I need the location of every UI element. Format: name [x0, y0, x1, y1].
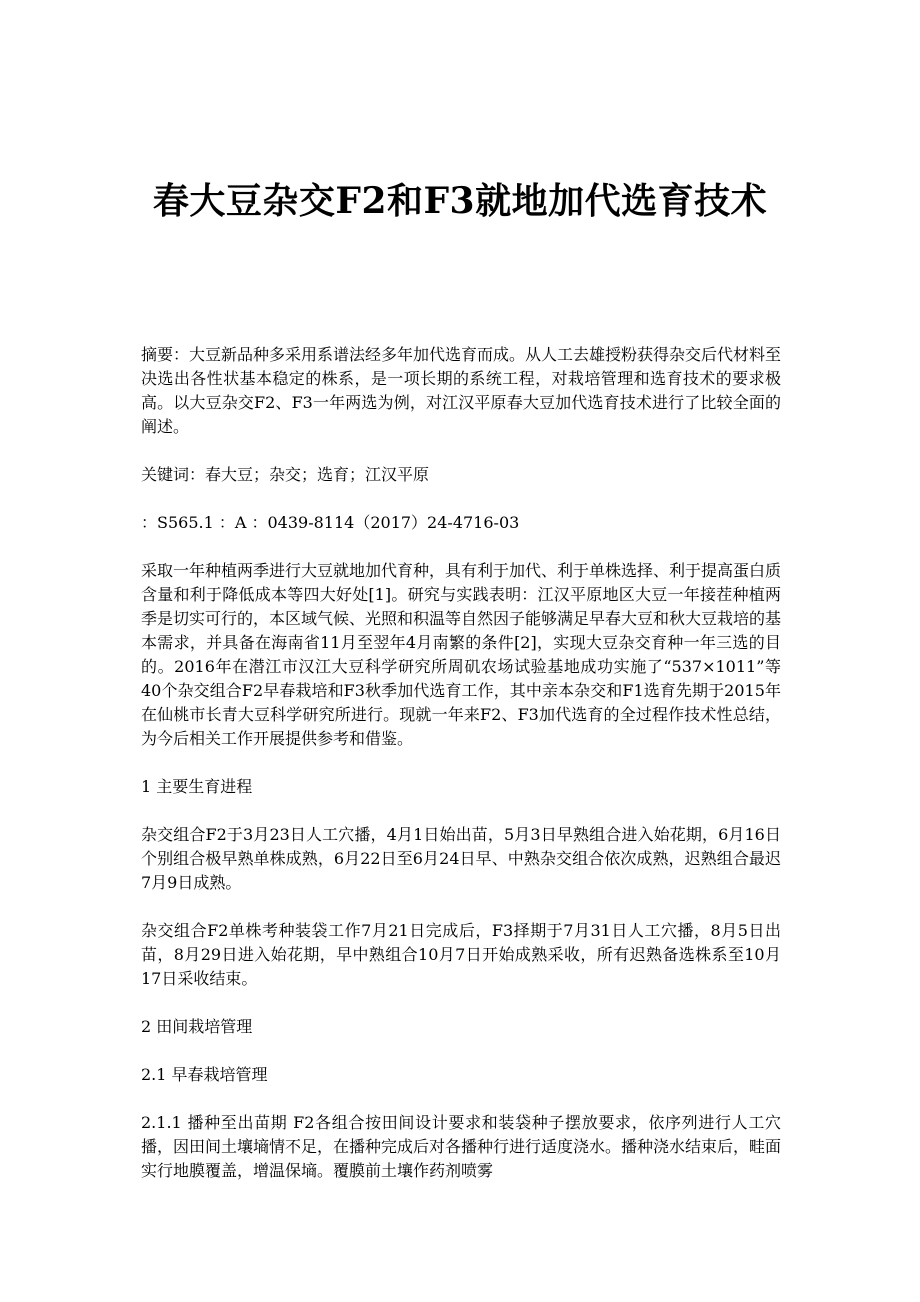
- classification-line: ：S565.1 ：A ：0439-8114（2017）24-4716-03: [141, 513, 520, 532]
- subsection-2-1-1-paragraph: 2.1.1 播种至出苗期 F2各组合按田间设计要求和装袋种子摆放要求，依序列进行人工穴播，因田间土壤墒情不足，在播种完成后对各播种行进行适度浇水。播种浇水结束后，畦面实行地膜覆盖，增温保墒。覆膜前土壤作药剂喷雾: [141, 1113, 782, 1180]
- abstract-paragraph: 摘要：大豆新品种多采用系谱法经多年加代选育而成。从人工去雄授粉获得杂交后代材料至决选出各性状基本稳定的株系，是一项长期的系统工程，对栽培管理和选育技术的要求极高。以大豆杂交F2、F3一年两选为例，对江汉平原春大豆加代选育技术进行了比较全面的阐述。: [141, 345, 782, 436]
- section-heading-1: 1 主要生育进程: [141, 777, 253, 796]
- intro-paragraph: 采取一年种植两季进行大豆就地加代育种，具有利于加代、利于单株选择、利于提高蛋白质含量和利于降低成本等四大好处[1]。研究与实践表明：江汉平原地区大豆一年接茬种植两季是切实可行的，本区域气候、光照和积温等自然因子能够满足早春大豆和秋大豆栽培的基本需求，并具备在海南省11月至翌年4月南繁的条件[2]，实现大豆杂交育种一年三选的目的。2016年在潜江市汉江大豆科学研究所周矶农场试验基地成功实施了“537×1011”等40个杂交组合F2早春栽培和F3秋季加代选育工作，其中亲本杂交和F1选育先期于2015年在仙桃市长青大豆科学研究所进行。现就一年来F2、F3加代选育的全过程作技术性总结，为今后相关工作开展提供参考和借鉴。: [141, 561, 782, 748]
- subsection-heading-2-1: 2.1 早春栽培管理: [141, 1065, 268, 1084]
- section-1-paragraph-1: 杂交组合F2于3月23日人工穴播，4月1日始出苗，5月3日早熟组合进入始花期，6月16日个别组合极早熟单株成熟，6月22日至6月24日早、中熟杂交组合依次成熟，迟熟组合最迟7月9日成熟。: [141, 825, 781, 892]
- section-1-paragraph-2: 杂交组合F2单株考种装袋工作7月21日完成后，F3择期于7月31日人工穴播，8月5日出苗，8月29日进入始花期，早中熟组合10月7日开始成熟采收，所有迟熟备选株系至10月17日采收结束。: [141, 921, 781, 988]
- document-title: 春大豆杂交F2和F3就地加代选育技术: [152, 180, 768, 222]
- keywords-line: 关键词：春大豆；杂交；选育；江汉平原: [141, 465, 430, 484]
- document-body: [141, 343, 781, 1183]
- section-heading-2: 2 田间栽培管理: [141, 1017, 253, 1036]
